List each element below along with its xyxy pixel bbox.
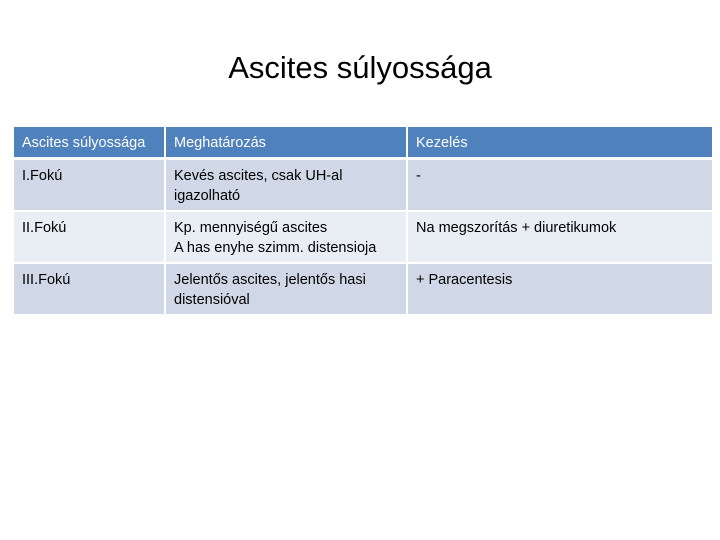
header-definition: Meghatározás (166, 127, 408, 160)
definition-cell (166, 212, 408, 264)
ascites-grade-table (14, 127, 712, 316)
definition-cell (166, 160, 408, 212)
grade-cell: I.Fokú (14, 160, 166, 212)
slide-title: Ascites súlyossága (228, 50, 492, 85)
header-treatment: Kezelés (408, 127, 712, 160)
treatment-cell: - (408, 160, 712, 212)
table-header-row (14, 127, 712, 160)
treatment-cell: + Paracentesis (408, 264, 712, 316)
table-row (14, 212, 712, 264)
definition-line: distensióval (174, 292, 250, 308)
grade-cell: III.Fokú (14, 264, 166, 316)
definition-cell (166, 264, 408, 316)
table-row (14, 160, 712, 212)
definition-line: A has enyhe szimm. distensioja (174, 240, 377, 256)
header-severity: Ascites súlyossága (14, 127, 166, 160)
definition-line: Jelentős ascites, jelentős hasi (174, 272, 366, 288)
treatment-cell: Na megszorítás + diuretikumok (408, 212, 712, 264)
table-row (14, 264, 712, 316)
grade-cell: II.Fokú (14, 212, 166, 264)
definition-line: Kp. mennyiségű ascites (174, 220, 328, 236)
definition-line: Kevés ascites, csak UH-al (174, 168, 343, 184)
definition-line: igazolható (174, 188, 241, 204)
